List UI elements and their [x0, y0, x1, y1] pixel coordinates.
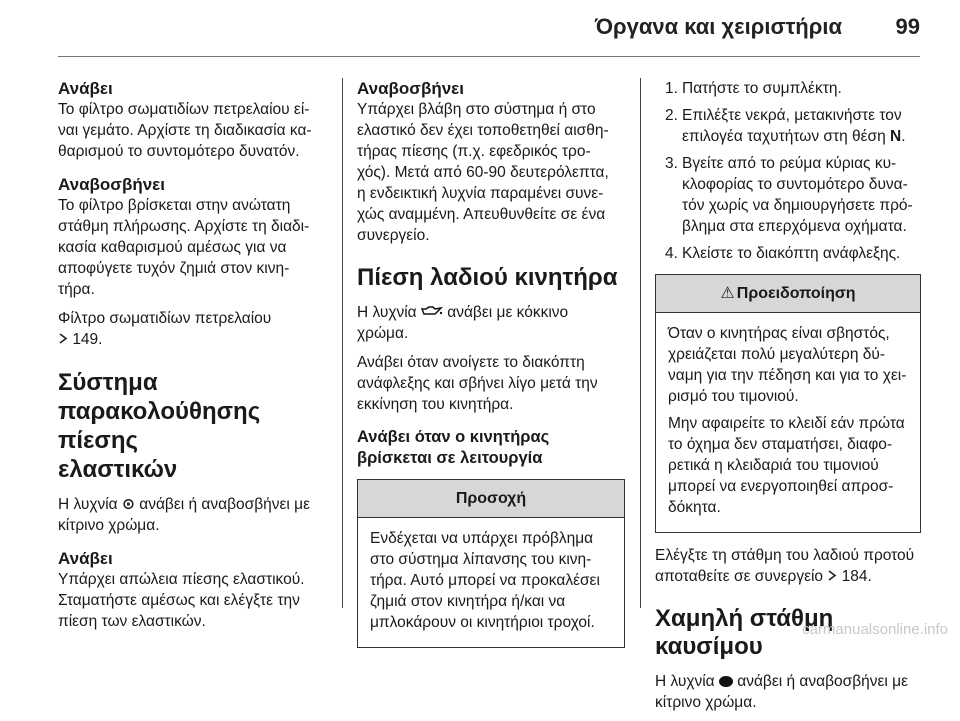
- cross-reference[interactable]: Ελέγξτε τη στάθμη του λαδιού προτού αποταθείτε σε συνεργείο 184.: [655, 547, 915, 585]
- page-reference-icon: [827, 566, 837, 587]
- warning-box: [655, 274, 921, 533]
- paragraph: Η λυχνία ανάβει με κόκκινο χρώμα.: [357, 304, 569, 342]
- steps-list: [655, 78, 921, 264]
- list-item: 4. Κλείστε το διακόπτη ανάφλεξης.: [665, 245, 901, 262]
- section-heading: Αναβοσβήνει: [357, 79, 464, 98]
- paragraph: Η λυχνία ⊙ ανάβει ή αναβοσβήνει με κίτρινο χρώμα.: [58, 496, 310, 534]
- reference-page: 149.: [72, 331, 103, 348]
- section-heading: Αναβοσβήνει: [58, 175, 165, 194]
- section-heading: Ανάβει: [58, 79, 113, 98]
- reference-text: Φίλτρο σωματιδίων πετρελαίου: [58, 310, 272, 327]
- fuel-indicator-icon: [719, 676, 733, 687]
- column-divider: [342, 78, 343, 608]
- list-item: 1. Πατήστε το συμπλέκτη.: [665, 80, 842, 97]
- caution-title: Προσοχή: [358, 480, 624, 518]
- chapter-heading: Σύστημα παρακολούθησης πίεσης ελαστικών: [58, 369, 261, 483]
- list-item: 3. Βγείτε από το ρεύμα κύριας κυ- κλοφορίας το συντομότερο δυνα- τόν χωρίς να δημιουργήσετε πρό- βλημα στα επερχόμενα οχήματα.: [665, 155, 913, 235]
- page-reference-icon: [58, 329, 68, 350]
- paragraph: Το φίλτρο σωματιδίων πετρελαίου εί- ναι γεμάτο. Αρχίστε τη διαδικασία κα- θαρισμού το συντομότερο δυνατόν.: [58, 101, 312, 160]
- section-heading: Ανάβει όταν ο κινητήρας βρίσκεται σε λειτουργία: [357, 428, 550, 467]
- caution-box: [357, 479, 625, 648]
- paragraph: Υπάρχει απώλεια πίεσης ελαστικού. Σταματήστε αμέσως και ελέγξτε την πίεση των ελαστικών.: [58, 571, 305, 630]
- warning-text: Μην αφαιρείτε το κλειδί εάν πρώτα το όχημα δεν σταματήσει, διαφο- ρετικά η κλειδαριά του τιμονιού μπορεί να ενεργοποιηθεί απροσ- δόκητα.: [668, 415, 905, 516]
- page-number: 99: [895, 14, 920, 39]
- column-divider: [640, 78, 641, 608]
- page-header: [0, 0, 960, 56]
- paragraph: Υπάρχει βλάβη στο σύστημα ή στο ελαστικό δεν έχει τοποθετηθεί αισθη- τήρας πίεσης (π.χ. εφεδρικός τρο- χός). Μετά από 60-90 δευτερόλεπτα, η ενδεικτική λυχνία παραμένει συνε- χώς αναμμένη. Απευθυνθείτε σε ένα συνεργείο.: [357, 101, 609, 244]
- list-item: 2. Επιλέξτε νεκρά, μετακινήστε τον επιλογέα ταχυτήτων στη θέση N.: [665, 107, 906, 145]
- warning-title: ⚠ Προειδοποίηση: [656, 275, 920, 313]
- paragraph: Το φίλτρο βρίσκεται στην ανώτατη στάθμη πλήρωσης. Αρχίστε τη διαδι- κασία καθαρισμού αμέσως για να αποφύγετε τυχόν ζημιά στον κινη- τήρα.: [58, 197, 310, 298]
- paragraph: Ανάβει όταν ανοίγετε το διακόπτη ανάφλεξης και σβήνει λίγο μετά την εκκίνηση του κινητήρα.: [357, 354, 598, 413]
- reference-page: 184.: [841, 568, 872, 585]
- column-middle: [357, 78, 625, 648]
- chapter-heading: Πίεση λαδιού κινητήρα: [357, 264, 618, 291]
- watermark: carmanualsonline.info: [802, 621, 948, 638]
- cross-reference[interactable]: [58, 308, 330, 350]
- warning-text: Όταν ο κινητήρας είναι σβηστός, χρειάζεται πολύ μεγαλύτερη δύ- ναμη για την πέδηση και για το χει- ρισμό του τιμονιού.: [668, 325, 907, 405]
- chapter-title: Όργανα και χειριστήρια: [594, 14, 842, 39]
- paragraph: Η λυχνία ανάβει ή αναβοσβήνει με κίτρινο χρώμα.: [655, 673, 908, 711]
- section-heading: Ανάβει: [58, 549, 113, 568]
- caution-text: Ενδέχεται να υπάρχει πρόβλημα στο σύστημα λίπανσης του κινη- τήρα. Αυτό μπορεί να προκαλέσει ζημιά στον κινητήρα ή/και να μπλοκάρουν οι κινητήριοι τροχοί.: [370, 530, 600, 631]
- column-left: [58, 78, 330, 640]
- header-divider: [58, 56, 920, 57]
- tire-pressure-icon: ⊙: [121, 496, 135, 513]
- oil-pressure-icon: [421, 302, 443, 323]
- chapter-heading: Χαμηλή στάθμη καυσίμου: [655, 605, 834, 660]
- warning-icon: ⚠: [720, 285, 735, 302]
